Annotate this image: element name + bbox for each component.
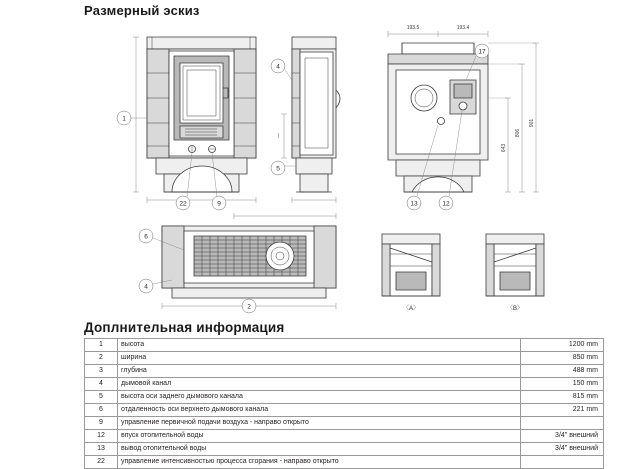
table-row [85, 378, 604, 391]
row-description: высота [118, 339, 521, 352]
row-number: 13 [85, 443, 118, 456]
dim-rear-v2: 806 [515, 128, 521, 138]
callout-front-22: 22 [179, 200, 187, 208]
row-number: 6 [85, 404, 118, 417]
section-label-b: 〈B〉 [506, 306, 524, 312]
row-value: 221 mm [521, 404, 604, 417]
callout-front-9: 9 [217, 200, 221, 208]
page-title-info: Доплнительная информация [84, 320, 285, 335]
table-row [85, 391, 604, 404]
table-row [85, 430, 604, 443]
row-value [521, 417, 604, 430]
callout-side-5: 5 [276, 165, 280, 173]
callout-rear-13: 13 [410, 200, 418, 208]
row-number: 4 [85, 378, 118, 391]
side-view [271, 37, 340, 203]
row-description: впуск отопительной воды [118, 430, 521, 443]
row-value: 3/4" внешний [521, 443, 604, 456]
table-row [85, 417, 604, 430]
row-description: глубина [118, 365, 521, 378]
row-value: 488 mm [521, 365, 604, 378]
spec-table [84, 338, 604, 469]
row-description: вывод отопительной воды [118, 443, 521, 456]
front-view [117, 37, 256, 210]
row-value [521, 456, 604, 469]
callout-front-1: 1 [122, 115, 126, 123]
row-value: 150 mm [521, 378, 604, 391]
row-number: 9 [85, 417, 118, 430]
svg-text:—: — [276, 133, 282, 138]
table-row [85, 352, 604, 365]
row-number: 5 [85, 391, 118, 404]
table-row [85, 443, 604, 456]
table-row [85, 404, 604, 417]
callout-rear-12: 12 [442, 200, 450, 208]
callout-rear-17: 17 [478, 48, 486, 56]
callout-top-6: 6 [144, 233, 148, 241]
callout-top-2: 2 [247, 303, 251, 311]
rear-view [388, 25, 539, 210]
callout-top-4: 4 [144, 283, 148, 291]
callout-side-4: 4 [276, 63, 280, 71]
page-title-sketch: Размерный эскиз [84, 3, 200, 18]
section-label-a: 〈A〉 [402, 306, 420, 312]
row-description: управление первичной подачи воздуха - направо открыто [118, 417, 521, 430]
row-value: 850 mm [521, 352, 604, 365]
row-description: высота оси заднего дымового канала [118, 391, 521, 404]
spec-table-body [85, 339, 604, 469]
row-description: дымовой канал [118, 378, 521, 391]
row-number: 22 [85, 456, 118, 469]
row-description: управление интенсивностью процесса сгорания - направо открыто [118, 456, 521, 469]
dim-rear-v1: 643 [501, 143, 507, 153]
row-description: отдаленность оси верхнего дымового канала [118, 404, 521, 417]
row-number: 2 [85, 352, 118, 365]
top-view [139, 213, 336, 313]
table-row [85, 339, 604, 352]
row-value: 815 mm [521, 391, 604, 404]
row-value: 3/4" внешний [521, 430, 604, 443]
row-description: ширина [118, 352, 521, 365]
section-view-b [486, 234, 544, 312]
table-row [85, 456, 604, 469]
row-number: 1 [85, 339, 118, 352]
row-value: 1200 mm [521, 339, 604, 352]
row-number: 12 [85, 430, 118, 443]
row-number: 3 [85, 365, 118, 378]
section-view-a [382, 234, 440, 312]
dim-rear-top-left: 193.5 [406, 25, 420, 31]
dim-rear-v3: 901 [529, 118, 535, 128]
dim-rear-top-right: 193.4 [456, 25, 470, 31]
technical-drawing [84, 18, 604, 314]
table-row [85, 365, 604, 378]
